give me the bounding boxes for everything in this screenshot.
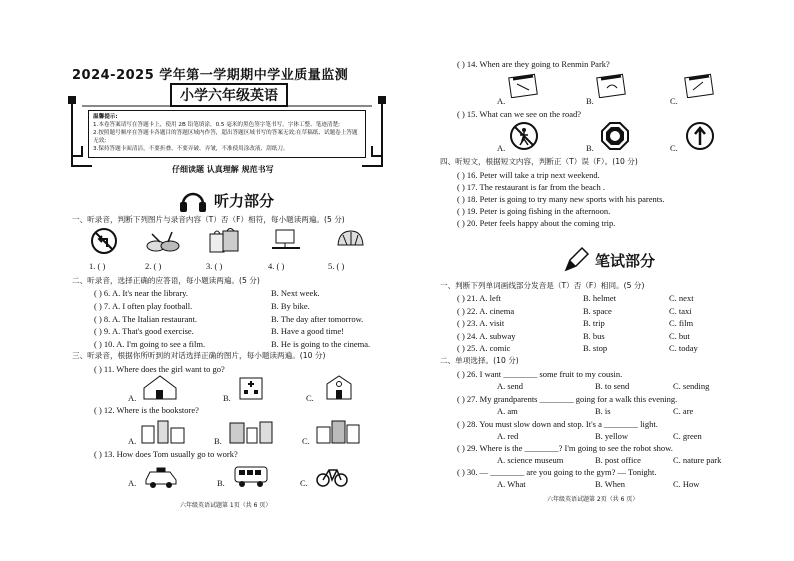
stop-sign-icon <box>600 121 630 151</box>
notice-title: 温馨提示: <box>93 114 118 120</box>
helmet-icon <box>335 227 365 253</box>
calendar-c-icon <box>683 72 715 98</box>
option-a-label: A. <box>128 478 137 488</box>
w2-option-b: B. post office <box>595 455 641 465</box>
q1-heading: 一、听录音，判断下列图片与录音内容（T）否（F）相符，每小题读两遍。(5 分) <box>72 215 345 224</box>
w2-option-c: C. green <box>673 431 702 441</box>
option-a-label: A. <box>497 143 506 153</box>
page-footer: 六年级英语试题第 2页（共 6 页） <box>547 496 639 503</box>
q4-item: ( ) 19. Peter is going fishing in the afternoon. <box>457 206 611 216</box>
w2-item: ( ) 26. I want ________ some fruit to my cousin. <box>457 369 623 379</box>
w2-option-c: C. sending <box>673 381 710 391</box>
notice-box <box>88 110 366 158</box>
w2-option-b: B. yellow <box>595 431 629 441</box>
q1-label: 4. ( ) <box>268 261 285 271</box>
w2-option-a: A. am <box>497 406 518 416</box>
writing-section-title: 笔试部分 <box>595 252 656 270</box>
option-a-label: A. <box>497 96 506 106</box>
buildings-map-c-icon <box>315 418 361 444</box>
w2-option-b: B. When <box>595 479 626 489</box>
w2-option-b: B. is <box>595 406 611 416</box>
option-b-label: B. <box>223 393 231 403</box>
q1-label: 5. ( ) <box>328 261 345 271</box>
w2-option-b: B. to send <box>595 381 630 391</box>
option-c-label: C. <box>670 96 678 106</box>
q15-text: ( ) 15. What can we see on the road? <box>457 109 581 119</box>
taxi-icon <box>144 466 178 488</box>
option-b-label: B. <box>217 478 225 488</box>
q1-label: 2. ( ) <box>145 261 162 271</box>
q2-option-b: B. He is going to the cinema. <box>271 339 371 349</box>
q2-item: ( ) 9. A. That's good exercise. <box>94 326 194 336</box>
w2-item: ( ) 28. You must slow down and stop. It's a ________ light. <box>457 419 658 429</box>
headphones-icon <box>178 186 208 214</box>
bicycle-icon <box>315 463 349 489</box>
w1-option-b: B. bus <box>583 331 605 341</box>
exam-subtitle: 小学六年级英语 <box>170 83 288 107</box>
w2-item: ( ) 30. — ________ are you going to the gym? — Tonight. <box>457 467 657 477</box>
q4-item: ( ) 18. Peter is going to try many new sports with his parents. <box>457 194 665 204</box>
motto: 仔细读题 认真理解 规范书写 <box>172 165 274 174</box>
q3-item: ( ) 13. How does Tom usually go to work? <box>94 449 238 459</box>
q4-item: ( ) 17. The restaurant is far from the beach . <box>457 182 606 192</box>
w1-option-c: C. film <box>669 318 694 328</box>
w1-item: ( ) 25. A. comic <box>457 343 511 353</box>
option-c-label: C. <box>302 436 310 446</box>
q2-option-b: B. The day after tomorrow. <box>271 314 364 324</box>
page-footer: 六年级英语试题第 1页（共 6 页） <box>180 502 272 509</box>
w2-item: ( ) 27. My grandparents ________ going for a walk this evening. <box>457 394 678 404</box>
w1-option-b: B. trip <box>583 318 605 328</box>
option-c-label: C. <box>670 143 678 153</box>
w1-heading: 一、判断下列单词画线部分发音是（T）否（F）相同。(5 分) <box>440 281 645 290</box>
q4-item: ( ) 16. Peter will take a trip next weekend. <box>457 170 600 180</box>
hospital-building-icon <box>237 374 265 400</box>
pencil-icon <box>562 246 590 274</box>
option-c-label: C. <box>300 478 308 488</box>
q1-label: 1. ( ) <box>89 261 106 271</box>
exam-title: 2024-2025 学年第一学期期中学业质量监测 <box>72 68 349 83</box>
w1-item: ( ) 22. A. cinema <box>457 306 515 316</box>
w1-option-c: C. next <box>669 293 694 303</box>
computer-desk-icon <box>270 228 302 254</box>
q2-item: ( ) 10. A. I'm going to see a film. <box>94 339 206 349</box>
go-straight-sign-icon <box>685 121 715 151</box>
w1-item: ( ) 21. A. left <box>457 293 501 303</box>
notice-line: 3.保持答题卡面清洁，不要折叠、不要弄破、弄皱，不准使用涂改液、刮纸刀。 <box>93 146 289 152</box>
w2-option-a: A. What <box>497 479 526 489</box>
w2-option-a: A. send <box>497 381 523 391</box>
notice-line: 1.本卷答案请写在答题卡上，使用 2B 铅笔填涂，0.5 毫米的黑色签字笔书写，字体工整、笔迹清楚; <box>93 122 341 128</box>
w2-heading: 二、单项选择。(10 分) <box>440 356 519 365</box>
w1-option-c: C. today <box>669 343 698 353</box>
q3-item: ( ) 11. Where does the girl want to go? <box>94 364 225 374</box>
w1-option-b: B. helmet <box>583 293 617 303</box>
buildings-map-b-icon <box>228 418 274 444</box>
option-a-label: A. <box>128 436 137 446</box>
w1-item: ( ) 23. A. visit <box>457 318 505 328</box>
bus-icon <box>233 464 269 488</box>
school-building-icon <box>323 372 355 400</box>
q2-option-b: B. By bike. <box>271 301 310 311</box>
no-left-turn-sign-icon <box>90 227 118 255</box>
w1-option-b: B. stop <box>583 343 608 353</box>
q4-item: ( ) 20. Peter feels happy about the coming trip. <box>457 218 616 228</box>
q3-heading: 三、听录音，根据你所听到的对话选择正确的图片，每小题读两遍。(10 分) <box>72 351 326 360</box>
option-b-label: B. <box>586 96 594 106</box>
w1-option-c: C. taxi <box>669 306 692 316</box>
w2-item: ( ) 29. Where is the ________? I'm going to see the robot show. <box>457 443 673 453</box>
calendar-a-icon <box>507 72 539 98</box>
q14-text: ( ) 14. When are they going to Renmin Park? <box>457 59 610 69</box>
w2-option-c: C. How <box>673 479 700 489</box>
option-c-label: C. <box>306 393 314 403</box>
w2-option-a: A. red <box>497 431 519 441</box>
w1-option-b: B. space <box>583 306 612 316</box>
q2-item: ( ) 7. A. I often play football. <box>94 301 193 311</box>
option-a-label: A. <box>128 393 137 403</box>
listening-section-title: 听力部分 <box>214 192 275 210</box>
w2-option-c: C. nature park <box>673 455 722 465</box>
calendar-b-icon <box>595 72 627 98</box>
q3-item: ( ) 12. Where is the bookstore? <box>94 405 199 415</box>
q2-item: ( ) 8. A. The Italian restaurant. <box>94 314 197 324</box>
right-page <box>397 0 794 561</box>
q1-label: 3. ( ) <box>206 261 223 271</box>
shopping-bags-icon <box>207 226 241 254</box>
no-walking-sign-icon <box>509 121 539 151</box>
w1-item: ( ) 24. A. subway <box>457 331 516 341</box>
option-b-label: B. <box>214 436 222 446</box>
w2-option-a: A. science museum <box>497 455 564 465</box>
option-b-label: B. <box>586 143 594 153</box>
notice-line: 2.按照题号顺序在答题卡各题目的答题区域内作答，超出答题区域书写的答案无效;在草稿纸、试题卷上答题无效; <box>93 130 358 144</box>
q2-heading: 二、听录音，选择正确的应答语，每小题读两遍。(5 分) <box>72 276 260 285</box>
w1-option-c: C. but <box>669 331 690 341</box>
q2-option-b: B. Have a good time! <box>271 326 344 336</box>
buildings-map-a-icon <box>140 418 186 444</box>
q4-heading: 四、听短文，根据短文内容，判断正（T）误（F）。(10 分) <box>440 157 638 166</box>
w2-option-c: C. are <box>673 406 694 416</box>
q2-option-b: B. Next week. <box>271 288 320 298</box>
food-plates-icon <box>146 228 180 254</box>
q2-item: ( ) 6. A. It's near the library. <box>94 288 188 298</box>
house-icon <box>142 374 178 400</box>
